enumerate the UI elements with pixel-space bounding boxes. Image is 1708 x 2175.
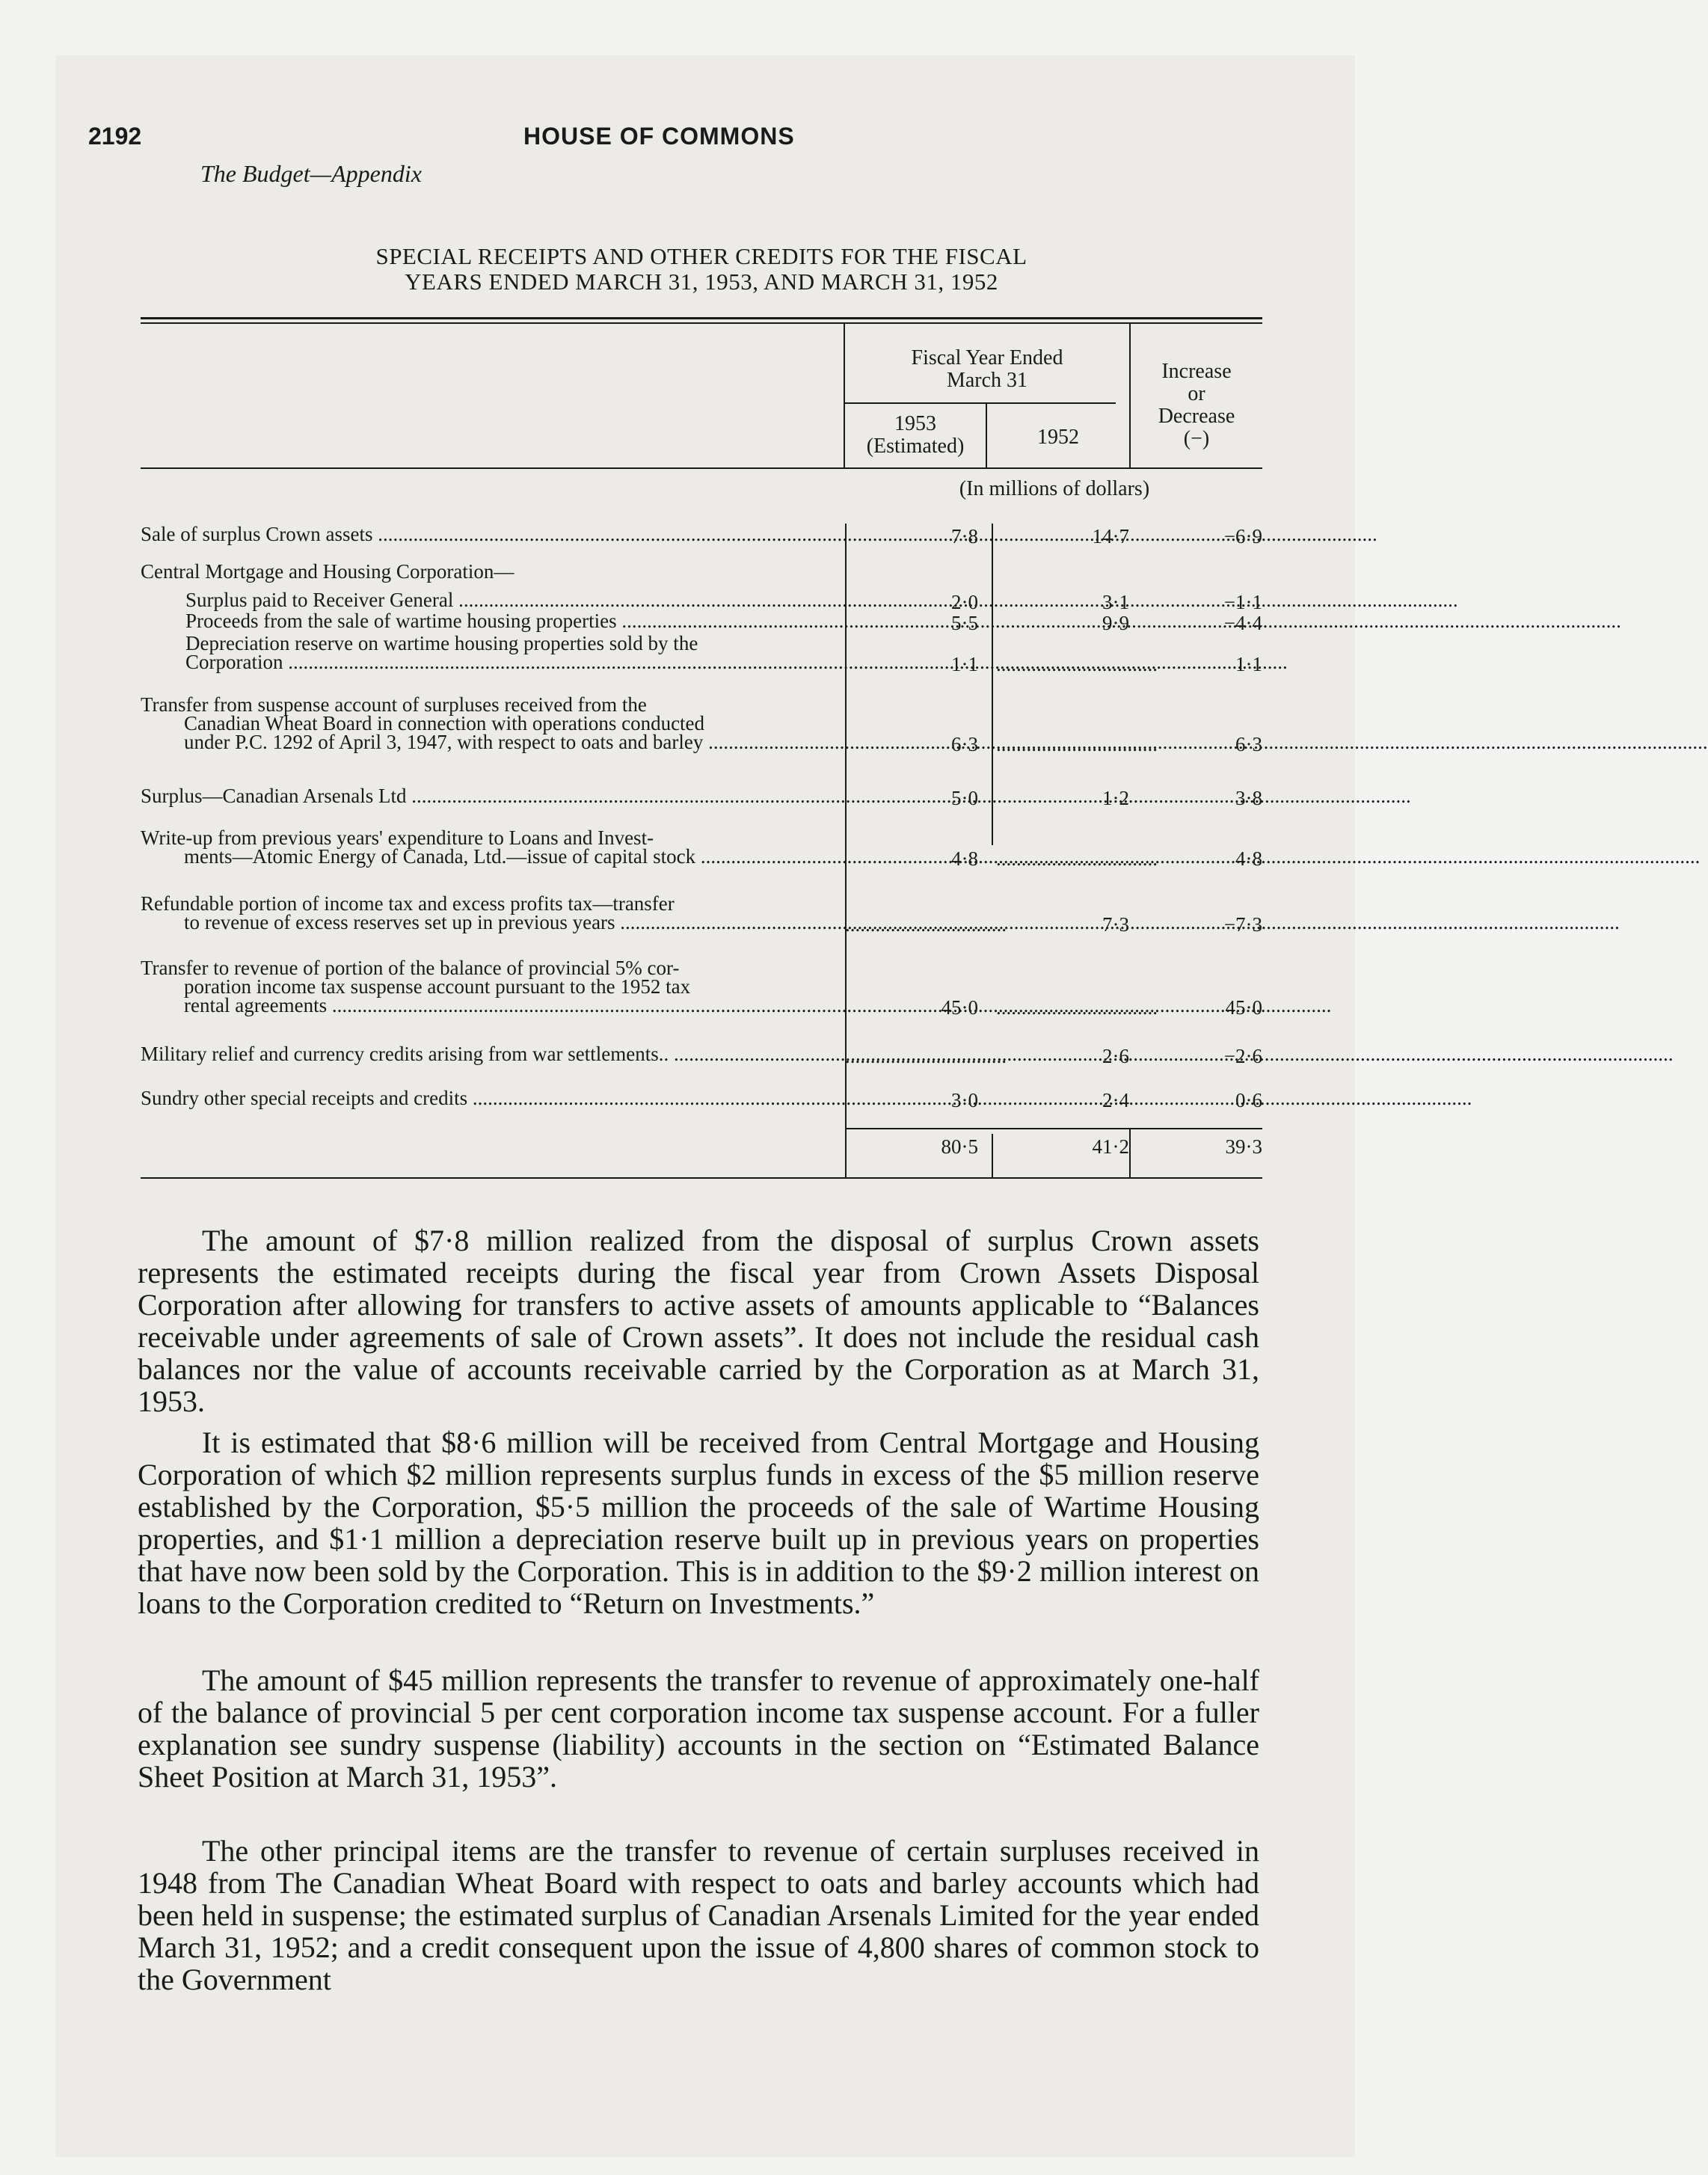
row-label-line: Military relief and currency credits arising from war settlements.. ..... <box>141 1045 844 1064</box>
column-divider <box>992 1134 993 1177</box>
column-header-change <box>1131 361 1262 450</box>
row-label-line: Corporation ..... <box>141 653 844 672</box>
row-label-line: Surplus paid to Receiver General ..... <box>141 591 844 610</box>
value-change: 1·1 <box>1235 653 1262 675</box>
body-paragraph <box>138 1835 1259 1995</box>
column-header-line: or <box>1188 382 1205 405</box>
row-label-line: Central Mortgage and Housing Corporation— <box>141 560 514 583</box>
value-1953: 7·8 <box>951 525 978 547</box>
row-label-line: Canadian Wheat Board in connection with operations conducted <box>184 712 705 734</box>
value-change: 3·8 <box>1235 787 1262 809</box>
value-1953: 5·0 <box>951 787 978 809</box>
leader-dots: ................................ <box>845 1045 1007 1067</box>
value-1953: 4·8 <box>951 847 978 870</box>
value-1952: 9·9 <box>1102 612 1129 634</box>
value-change: −1·1 <box>1223 591 1262 613</box>
value-change: −7·3 <box>1223 913 1262 936</box>
value-change: 4·8 <box>1235 847 1262 870</box>
value-change: 0·6 <box>1235 1089 1262 1111</box>
leader-dots: ................................ <box>845 913 1007 936</box>
value-1952: 1·2 <box>1102 787 1129 809</box>
row-label-line: under P.C. 1292 of April 3, 1947, with respect to oats and barley ..... <box>141 733 844 752</box>
row-label-line: Transfer to revenue of portion of the balance of provincial 5% cor- <box>141 957 680 979</box>
row-label-line: Depreciation reserve on wartime housing properties sold by the <box>185 632 698 654</box>
row-label <box>141 1089 844 1108</box>
column-header-1953 <box>845 413 986 458</box>
value-change: −4·4 <box>1223 612 1262 634</box>
body-paragraph <box>138 1224 1259 1417</box>
value-1953: 5·5 <box>951 612 978 634</box>
body-paragraph <box>138 1664 1259 1793</box>
value-1953: 3·0 <box>951 1089 978 1111</box>
column-header-line: 1953 <box>894 412 936 435</box>
row-label <box>141 787 844 806</box>
total-rule <box>845 1128 1262 1129</box>
value-change: −6·9 <box>1223 525 1262 547</box>
leader-dots: ................................ <box>996 847 1158 870</box>
value-1952: 2·6 <box>1102 1045 1129 1067</box>
table-title-line: YEARS ENDED MARCH 31, 1953, AND MARCH 31, 1952 <box>405 269 998 295</box>
value-1953: 2·0 <box>951 591 978 613</box>
row-label <box>141 612 844 631</box>
paragraph-text: The amount of $7·8 million realized from the disposal of surplus Crown assets represents the estimated receipts during the fiscal year from Crown Assets Disposal Corporation after allowing for transfers to active assets of amounts applicable to “Balances receivable under agreements of sale of Crown assets”. It does not include the residual cash balances nor the value of accounts receivable carried by the Corporation as at March 31, 1953. <box>138 1224 1259 1418</box>
page-number: 2192 <box>88 123 142 150</box>
total-1952: 41·2 <box>1092 1135 1129 1158</box>
row-label <box>141 634 844 672</box>
value-1952: 2·4 <box>1102 1089 1129 1111</box>
value-1953: 45·0 <box>941 996 978 1019</box>
column-group-header-line: March 31 <box>946 369 1028 392</box>
header-bottom-rule <box>141 467 1262 469</box>
column-header-1952: 1952 <box>1037 426 1079 449</box>
row-label <box>141 892 844 933</box>
paragraph-text: The amount of $45 million represents the transfer to revenue of approximately one-half of the balance of provincial 5 per cent corporation income tax suspense account. For a fuller explanation see sundry suspense (liability) accounts in the section on “Estimated Balance Sheet Position at March 31, 1953”. <box>138 1663 1259 1794</box>
column-group-header-line: Fiscal Year Ended <box>911 346 1063 369</box>
column-header-line: Decrease <box>1158 405 1235 428</box>
row-label-line: Proceeds from the sale of wartime housing properties ..... <box>141 612 844 631</box>
row-label <box>141 591 844 610</box>
row-label-line: Sundry other special receipts and credits ..... <box>141 1089 844 1108</box>
leader-dots: ................................ <box>996 733 1158 755</box>
value-1952: 14·7 <box>1092 525 1129 547</box>
column-header-line: (Estimated) <box>866 435 965 458</box>
leader-dots: ................................ <box>996 653 1158 675</box>
row-label <box>141 525 844 544</box>
column-header-line: Increase <box>1161 360 1232 383</box>
row-label-line: poration income tax suspense account pursuant to the 1952 tax <box>184 975 691 998</box>
value-change: 45·0 <box>1225 996 1262 1019</box>
total-1953: 80·5 <box>941 1135 978 1158</box>
column-header-line: (−) <box>1183 427 1210 450</box>
value-1952: 7·3 <box>1102 913 1129 936</box>
value-1953: 1·1 <box>951 653 978 675</box>
row-label-line: ments—Atomic Energy of Canada, Ltd.—issue of capital stock ..... <box>141 847 844 866</box>
row-label-line: Sale of surplus Crown assets ..... <box>141 525 844 544</box>
row-label <box>141 562 844 581</box>
body-paragraph <box>138 1426 1259 1619</box>
section-subtitle: The Budget—Appendix <box>200 160 422 187</box>
table-title-line: SPECIAL RECEIPTS AND OTHER CREDITS FOR THE FISCAL <box>375 243 1027 269</box>
value-1952: 3·1 <box>1102 591 1129 613</box>
column-divider <box>1129 1128 1131 1177</box>
masthead: HOUSE OF COMMONS <box>523 123 795 150</box>
total-change: 39·3 <box>1225 1135 1262 1158</box>
row-label <box>141 826 844 868</box>
row-label-line: Surplus—Canadian Arsenals Ltd ..... <box>141 787 844 806</box>
column-group-header <box>845 347 1129 392</box>
units-note: (In millions of dollars) <box>959 477 1150 500</box>
leader-dots: ................................ <box>996 996 1158 1019</box>
value-change: 6·3 <box>1235 733 1262 755</box>
value-change: −2·6 <box>1223 1045 1262 1067</box>
column-group-rule <box>845 402 1116 404</box>
row-label-line: Refundable portion of income tax and excess profits tax—transfer <box>141 892 675 915</box>
row-label <box>141 1045 844 1064</box>
row-label-line: rental agreements ..... <box>141 996 844 1015</box>
row-label-line: to revenue of excess reserves set up in previous years ..... <box>141 913 844 932</box>
paragraph-text: The other principal items are the transfer to revenue of certain surpluses received in 1948 from The Canadian Wheat Board with respect to oats and barley accounts which had been held in suspense; the estimated surplus of Canadian Arsenals Limited for the year ended March 31, 1952; and a credit consequent upon the issue of 4,800 shares of common stock to the Government <box>138 1834 1259 1996</box>
table-top-rule <box>141 317 1262 319</box>
table-title <box>141 244 1262 295</box>
value-1953: 6·3 <box>951 733 978 755</box>
paragraph-text: It is estimated that $8·6 million will be received from Central Mortgage and Housing Corporation of which $2 million represents surplus funds in excess of the $5 million reserve established by the Corporation, $5·5 million the proceeds of the sale of Wartime Housing properties, and $1·1 million a depreciation reserve built up in previous years on properties that have now been sold by the Corporation. This is in addition to the $9·2 million interest on loans to the Corporation credited to “Return on Investments.” <box>138 1426 1259 1620</box>
table-top-rule <box>141 322 1262 324</box>
row-label <box>141 693 844 753</box>
row-label-line: Transfer from suspense account of surpluses received from the <box>141 693 647 716</box>
table-bottom-rule <box>141 1177 1262 1179</box>
row-label-line: Write-up from previous years' expenditure to Loans and Invest- <box>141 826 654 849</box>
row-label <box>141 959 844 1015</box>
